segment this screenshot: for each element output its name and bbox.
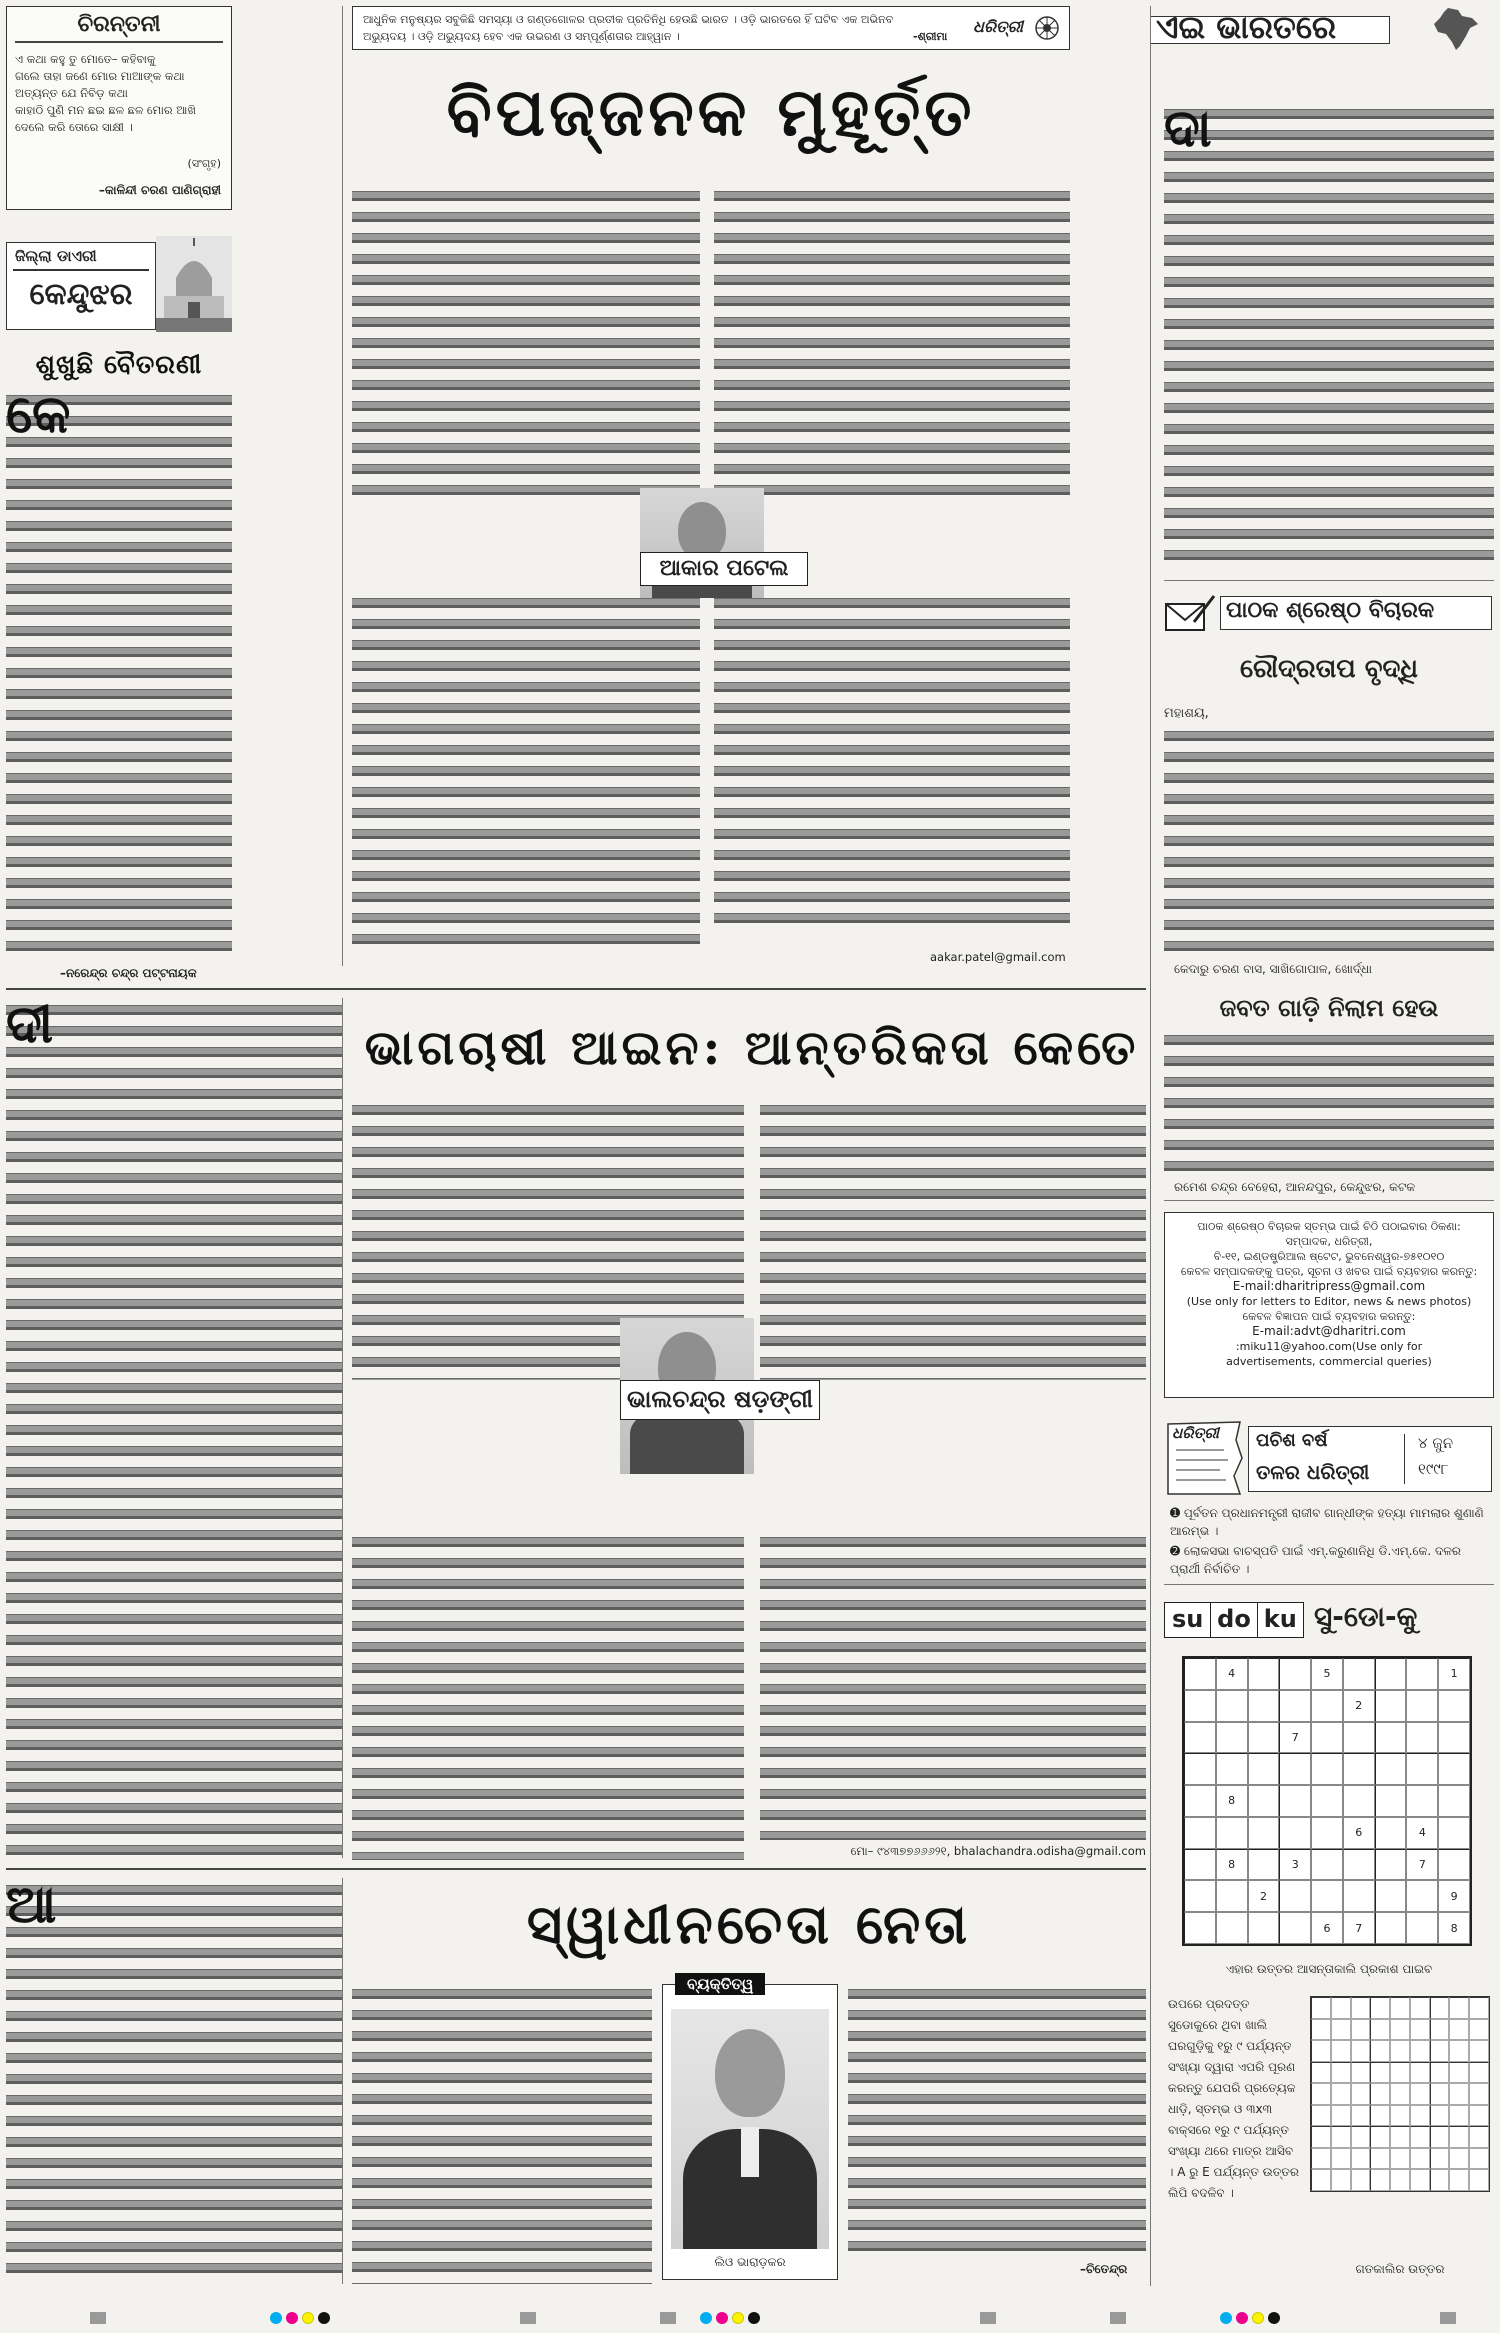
sudoku-cell[interactable] [1184,1849,1216,1881]
answer-cell [1469,2019,1489,2041]
letter1-signature: କେଦାରୁ ଚରଣ ବାସ, ସାଖିଗୋପାଳ, ଖୋର୍ଦ୍ଧା [1174,962,1373,976]
sudoku-cell[interactable]: 8 [1438,1912,1470,1944]
district-name: କେନ୍ଦୁଝର [29,277,133,312]
sudoku-grid[interactable] [1182,1656,1472,1946]
answer-cell [1311,2126,1331,2148]
answer-cell [1410,2062,1430,2084]
column-rule [342,1878,343,2284]
article3-col-2 [352,1984,652,2284]
answer-cell [1311,1997,1331,2019]
sudoku-cell[interactable] [1184,1912,1216,1944]
sudoku-cell[interactable] [1438,1690,1470,1722]
registration-bar [660,2312,676,2324]
answer-cell [1370,2105,1390,2127]
sudoku-cell[interactable] [1438,1722,1470,1754]
editorial-headline: ବିପଜ୍ଜନକ ମୁହୂର୍ତ୍ତ [446,73,976,151]
masthead-quote-box [352,6,1070,50]
answer-cell [1449,2040,1469,2062]
registration-dot-black [318,2312,330,2324]
sudoku-cell[interactable] [1248,1912,1280,1944]
answer-cell [1331,2105,1351,2127]
sudoku-cell[interactable] [1311,1880,1343,1912]
answer-cell [1390,2062,1410,2084]
answer-cell [1410,2040,1430,2062]
answer-cell [1430,2062,1450,2084]
answer-cell [1469,2062,1489,2084]
sudoku-cell[interactable]: 4 [1406,1817,1438,1849]
registration-dot-cyan [270,2312,282,2324]
answer-cell [1430,2126,1450,2148]
answer-cell [1311,2062,1331,2084]
sudoku-cell[interactable] [1184,1658,1216,1690]
sudoku-cell[interactable] [1216,1880,1248,1912]
answer-cell [1430,2169,1450,2191]
sudoku-cell[interactable] [1216,1912,1248,1944]
answer-cell [1410,2019,1430,2041]
answer-cell [1410,2169,1430,2191]
quote-author: -ଶ୍ରୀମା [913,30,948,43]
answer-cell [1351,1997,1371,2019]
answer-cell [1430,2148,1450,2170]
registration-bar [90,2312,106,2324]
sudoku-cell[interactable] [1248,1658,1280,1690]
contact-addr3: କେବଳ ସମ୍ପାଦକଙ୍କୁ ପତ୍ର, ସୂଚନା ଓ ଖବର ପାଇଁ ବ୍ୟବହାର କରନ୍ତୁ: [1180,1265,1478,1278]
answer-cell [1410,2083,1430,2105]
sudoku-cell[interactable] [1216,1753,1248,1785]
quote-line-2: ଅଭ୍ୟୁଦୟ । ଓଡ଼ି ଅଭ୍ୟୁଦୟ ହେବ ଏକ ଉଭରଣ ଓ ସମ୍ପୂର୍ଣ୍ଣତାର ଆହ୍ୱାନ । [363,30,680,43]
sudoku-cell[interactable] [1343,1880,1375,1912]
column-rule [342,998,343,1858]
sudoku-cell[interactable] [1343,1658,1375,1690]
sudoku-cell[interactable] [1343,1722,1375,1754]
answer-cell [1311,2148,1331,2170]
sudoku-cell[interactable] [1406,1880,1438,1912]
answer-cell [1370,2083,1390,2105]
archive-date: ୪ ଜୁନ [1418,1434,1454,1452]
archive-item-2: ➋ ଲୋକସଭା ବାଚସ୍ପତି ପାଇଁ ଏମ୍.କରୁଣାନିଧି ଡି.ଏମ୍.କେ. ଦଳର ପ୍ରାର୍ଥୀ ନିର୍ବାଚିତ । [1170,1544,1462,1576]
sudoku-cell[interactable] [1248,1849,1280,1881]
district-label: ଜିଲ୍ଲା ଡାଏରୀ [15,247,97,265]
contact-addr4: କେବଳ ବିଜ୍ଞାପନ ପାଇଁ ବ୍ୟବହାର କରନ୍ତୁ: [1242,1310,1416,1323]
answer-cell [1370,2019,1390,2041]
sudoku-cell[interactable]: 1 [1438,1658,1470,1690]
answer-cell [1331,2083,1351,2105]
article3-byline: –ଚିତେନ୍ଦ୍ର [1080,2262,1128,2276]
answer-cell [1469,2169,1489,2191]
answer-cell [1430,1997,1450,2019]
sudoku-logo-ku: ku [1263,1605,1297,1633]
sudoku-cell[interactable] [1216,1722,1248,1754]
advt-email-link-2[interactable]: :miku11@yahoo.com(Use only for [1235,1340,1423,1353]
poem-line: ଦେଲେ କରି ତୋରେ ସାକ୍ଷୀ । [15,120,133,134]
sudoku-cell[interactable]: 9 [1438,1880,1470,1912]
india-map-icon [1426,6,1486,52]
chakra-icon [1033,13,1061,43]
sudoku-cell[interactable] [1279,1880,1311,1912]
registration-dot-yellow [732,2312,744,2324]
answer-cell [1351,2169,1371,2191]
sudoku-answer-caption: ଗତକାଲିର ଉତ୍ତର [1355,2262,1445,2276]
answer-cell [1331,2019,1351,2041]
article2-author-name: ଭାଲଚନ୍ଦ୍ର ଷଡ଼ଙ୍ଗୀ [620,1380,820,1420]
sudoku-cell[interactable] [1248,1785,1280,1817]
answer-cell [1430,2083,1450,2105]
sudoku-cell[interactable] [1279,1817,1311,1849]
brand-title: ଏଇ ଭାରତରେ [1156,8,1337,46]
chirantani-poem [15,51,225,136]
sudoku-cell[interactable] [1311,1785,1343,1817]
district-article-body [6,390,232,964]
sudoku-cell[interactable] [1248,1722,1280,1754]
sudoku-cell[interactable] [1279,1912,1311,1944]
sudoku-rules: ଉପରେ ପ୍ରଦତ୍ତ ସୁଡୋକୁରେ ଥିବା ଖାଲି ଘରଗୁଡ଼ିକୁ ୧ରୁ ୯ ପର୍ଯ୍ୟନ୍ତ ସଂଖ୍ୟା ଦ୍ୱାରା ଏପରି ପୂରଣ କରନ୍ତୁ ଯେପରି ପ୍ରତ୍ୟେକ ଧାଡ଼ି, ସ୍ତମ୍ଭ ଓ ୩x୩ ବାକ୍ସରେ ୧ରୁ ୯ ପର୍ଯ୍ୟନ୍ତ ସଂଖ୍ୟା ଥରେ ମାତ୍ର ଆସିବ । A ରୁ E ପର୍ଯ୍ୟନ୍ତ ଉତ୍ତର ଲିପି ବଦଳିବ । [1168,1997,1299,2200]
envelope-pen-icon [1164,592,1216,634]
sudoku-cell[interactable] [1438,1849,1470,1881]
article3-photo [671,2009,829,2249]
answer-cell [1410,2105,1430,2127]
sudoku-cell[interactable]: 8 [1216,1785,1248,1817]
registration-dot-magenta [1236,2312,1248,2324]
answer-cell [1449,1997,1469,2019]
answer-cell [1469,2040,1489,2062]
sudoku-cell[interactable]: 7 [1279,1722,1311,1754]
registration-bar [1110,2312,1126,2324]
answer-cell [1311,2040,1331,2062]
answer-cell [1469,2105,1489,2127]
sudoku-cell[interactable] [1248,1753,1280,1785]
answer-cell [1430,2040,1450,2062]
answer-cell [1311,2105,1331,2127]
chirantani-title: ଚିରନ୍ତନୀ [77,11,161,37]
sudoku-cell[interactable] [1311,1753,1343,1785]
answer-cell [1370,2040,1390,2062]
answer-cell [1449,2083,1469,2105]
answer-cell [1390,1997,1410,2019]
archive-paper: ଧରିତ୍ରୀ [1172,1424,1219,1442]
registration-dot-cyan [700,2312,712,2324]
answer-cell [1449,2105,1469,2127]
sudoku-cell[interactable] [1375,1912,1407,1944]
registration-dot-yellow [1252,2312,1264,2324]
poem-line: ଏ କଥା କହୁ ତୁ ମୋତେ– କହିବାକୁ [15,52,156,66]
answer-cell [1390,2105,1410,2127]
contact-intro: ପାଠକ ଶ୍ରେଷ୍ଠ ବିଚାରକ ସ୍ତମ୍ଭ ପାଇଁ ଚିଠି ପଠାଇବାର ଠିକଣା: [1197,1220,1461,1233]
answer-cell [1390,2126,1410,2148]
sudoku-title: ସୁ-ଡୋ-କୁ [1314,1600,1418,1633]
sudoku-cell[interactable] [1343,1849,1375,1881]
answer-cell [1449,2126,1469,2148]
article2-col-3 [760,1100,1146,1840]
sudoku-cell[interactable]: 4 [1216,1658,1248,1690]
archive-title-2: ତଳର ଧରିତ୍ରୀ [1256,1460,1370,1484]
registration-dot-black [748,2312,760,2324]
sudoku-cell[interactable] [1375,1785,1407,1817]
sudoku-logo-su: su [1165,1603,1211,1637]
column-rule [342,6,343,966]
article3-headline: ସ୍ୱାଧୀନଚେତା ନେତା [526,1892,972,1956]
sudoku-cell[interactable] [1279,1690,1311,1722]
archive-box [1164,1420,1494,1500]
answer-cell [1311,2019,1331,2041]
sudoku-cell[interactable] [1279,1785,1311,1817]
sudoku-cell[interactable] [1343,1785,1375,1817]
sudoku-cell[interactable] [1375,1753,1407,1785]
answer-cell [1370,1997,1390,2019]
answer-cell [1331,2062,1351,2084]
sudoku-cell[interactable] [1343,1753,1375,1785]
district-headline: ଶୁଖୁଛି ବୈତରଣୀ [35,350,203,380]
right-column-rule [1164,1200,1494,1201]
archive-item-1: ➊ ପୂର୍ବତନ ପ୍ରଧାନମନ୍ତ୍ରୀ ରାଜୀବ ଗାନ୍ଧୀଙ୍କ ହତ୍ୟା ମାମଲାର ଶୁଣାଣି ଆରମ୍ଭ । [1170,1506,1484,1538]
letters-header [1164,590,1494,636]
right-column-rule [1164,1584,1494,1585]
sudoku-cell[interactable] [1375,1849,1407,1881]
registration-dot-black [1268,2312,1280,2324]
archive-title-1: ପଚିଶ ବର୍ଷ [1256,1430,1328,1451]
right-column-rule [1164,580,1494,581]
editor-email-link[interactable]: E-mail:dharitripress@gmail.com [1232,1279,1426,1293]
brand-banner [1150,6,1494,52]
answer-cell [1351,2062,1371,2084]
sudoku-cell[interactable] [1311,1690,1343,1722]
article3-col-1 [6,1880,342,2280]
sudoku-cell[interactable] [1184,1785,1216,1817]
poem-line: ଅତ୍ୟନ୍ତ ଯେ ନିବିଡ଼ କଥା [15,86,128,100]
answer-cell [1449,2062,1469,2084]
column-rule [1150,6,1151,2286]
registration-strip [0,2304,1500,2332]
answer-cell [1370,2148,1390,2170]
sudoku-caption: ଏହାର ଉତ୍ତର ଆସନ୍ତାକାଲି ପ୍ରକାଶ ପାଇବ [1225,1962,1433,1976]
contact-addr2: ବି-୧୧, ଇଣ୍ଡଷ୍ଟ୍ରିଆଲ ଷ୍ଟେଟ, ଭୁବନେଶ୍ୱର-୭୫୧୦୧୦ [1213,1250,1445,1263]
contact-box [1164,1212,1494,1398]
chirantani-box [6,6,232,210]
advt-email-note: advertisements, commercial queries) [1226,1355,1432,1368]
registration-dot-magenta [286,2312,298,2324]
answer-cell [1430,2105,1450,2127]
editorial-author-name: ଆକାର ପଟେଲ [640,552,808,586]
editor-email-note: (Use only for letters to Editor, news & news photos) [1186,1295,1472,1308]
sudoku-cell[interactable] [1311,1722,1343,1754]
sudoku-cell[interactable] [1248,1690,1280,1722]
answer-cell [1331,2169,1351,2191]
answer-cell [1390,2169,1410,2191]
poem-author: –କାଳିନ୍ଦୀ ଚରଣ ପାଣିଗ୍ରାହୀ [98,183,221,197]
sudoku-cell[interactable] [1375,1658,1407,1690]
answer-cell [1449,2148,1469,2170]
sudoku-cell[interactable] [1311,1849,1343,1881]
answer-cell [1331,2148,1351,2170]
registration-dot-cyan [1220,2312,1232,2324]
answer-cell [1351,2083,1371,2105]
letters-title: ପାଠକ ଶ୍ରେଷ୍ଠ ବିଚାରକ [1226,598,1435,623]
answer-cell [1390,2083,1410,2105]
sudoku-cell[interactable]: 8 [1216,1849,1248,1881]
sudoku-cell[interactable] [1216,1690,1248,1722]
section-rule-mid [6,988,1146,990]
answer-cell [1390,2019,1410,2041]
answer-cell [1351,2148,1371,2170]
answer-cell [1410,2148,1430,2170]
answer-cell [1410,1997,1430,2019]
sudoku-cell[interactable] [1216,1817,1248,1849]
sudoku-cell[interactable] [1438,1753,1470,1785]
answer-cell [1331,1997,1351,2019]
letter2-body [1164,1030,1494,1178]
article3-col-3 [848,1984,1146,2260]
paper-mark: ଧରିତ୍ରୀ [973,17,1023,36]
article2-col-1 [6,1000,342,1862]
answer-cell [1410,2126,1430,2148]
letter1-greeting: ମହାଶୟ, [1164,706,1209,721]
answer-cell [1311,2169,1331,2191]
answer-cell [1469,2126,1489,2148]
letter2-title: ଜବତ ଗାଡ଼ି ନିଲାମ ହେଉ [1219,994,1439,1022]
contact-addr1: ସମ୍ପାଦକ, ଧରିତ୍ରୀ, [1285,1235,1373,1248]
sudoku-cell[interactable] [1279,1658,1311,1690]
district-dropcap: କେ [6,390,71,445]
sudoku-cell[interactable] [1184,1817,1216,1849]
brand-dropcap: ଦା [1164,104,1212,159]
article2-headline: ଭାଗଚାଷୀ ଆଇନ: ଆନ୍ତରିକତା କେତେ [364,1020,1140,1076]
article2-email: ମୋ– ୯୪୩୭୭୬୬୬୨୧, bhalachandra.odisha@gmail.com [850,1844,1146,1858]
sudoku-cell[interactable] [1406,1690,1438,1722]
answer-cell [1469,1997,1489,2019]
answer-cell [1430,2019,1450,2041]
answer-cell [1449,2169,1469,2191]
registration-bar [520,2312,536,2324]
sudoku-cell[interactable] [1406,1658,1438,1690]
sudoku-cell[interactable] [1184,1880,1216,1912]
sudoku-cell[interactable] [1279,1753,1311,1785]
answer-cell [1351,2126,1371,2148]
sudoku-cell[interactable] [1438,1817,1470,1849]
archive-year: ୧୯୯୮ [1418,1460,1449,1478]
article3-photo-caption: ଲିଓ ଭାରାଡ଼କର [714,2255,786,2269]
poem-source: (ସଂଗୃହ) [187,157,221,170]
answer-cell [1370,2126,1390,2148]
registration-bar [980,2312,996,2324]
answer-cell [1390,2040,1410,2062]
sudoku-cell[interactable]: 3 [1279,1849,1311,1881]
sudoku-cell[interactable]: 2 [1248,1880,1280,1912]
sudoku-cell[interactable] [1406,1722,1438,1754]
sudoku-cell[interactable] [1406,1912,1438,1944]
brand-article-body [1164,104,1494,566]
answer-cell [1370,2169,1390,2191]
district-header [6,242,232,340]
section-rule-bottom [6,1868,1146,1870]
sudoku-cell[interactable] [1406,1785,1438,1817]
letter1-title: ରୌଦ୍ରତାପ ବୃଦ୍ଧି [1240,654,1418,684]
answer-cell [1311,2083,1331,2105]
sudoku-cell[interactable]: 5 [1311,1658,1343,1690]
registration-dot-yellow [302,2312,314,2324]
answer-cell [1390,2148,1410,2170]
article3-photo-frame [662,1975,838,2280]
answer-cell [1351,2040,1371,2062]
answer-cell [1469,2148,1489,2170]
sudoku-cell[interactable] [1375,1817,1407,1849]
sudoku-cell[interactable] [1375,1880,1407,1912]
sudoku-cell[interactable]: 2 [1343,1690,1375,1722]
sudoku-logo-do: do [1211,1603,1257,1637]
editorial-email: aakar.patel@gmail.com [930,950,1066,964]
article2-col-2 [352,1100,744,1860]
sudoku-cell[interactable] [1184,1722,1216,1754]
answer-cell [1370,2062,1390,2084]
article2-dropcap: ଦୀ [6,1000,54,1055]
quote-line-1: ଆଧୁନିକ ମନୁଷ୍ୟର ସବୁକିଛି ସମସ୍ୟା ଓ ଗଣ୍ଡଗୋଳର ପ୍ରତୀକ ପ୍ରତିନିଧି ହେଉଛି ଭାରତ । ଓଡ଼ି ଭାରତରେ ହିଁ ଘଟିବ ଏକ ଅଭିନବ [363,13,894,26]
temple-illustration [156,236,232,332]
sudoku-cell[interactable]: 6 [1311,1912,1343,1944]
answer-cell [1331,2126,1351,2148]
poem-line: କାହାଠି ପୁଣି ମନ ଛଇ ଛଳ ଛଳ ମୋର ଆଖି [15,103,197,117]
answer-cell [1469,2083,1489,2105]
article3-badge: ବ୍ୟକ୍ତିତ୍ୱ [675,1973,765,1995]
answer-cell [1449,2019,1469,2041]
sudoku-answer-grid [1310,1996,1490,2192]
poem-line: ଗଲେ ତାହା ଜଣେ ମୋର ମାଆଙ୍କ କଥା [15,69,185,83]
sudoku-cell[interactable] [1311,1817,1343,1849]
sudoku-cell[interactable] [1375,1690,1407,1722]
sudoku-cell[interactable] [1184,1690,1216,1722]
sudoku-cell[interactable] [1406,1753,1438,1785]
article3-dropcap: ଆ [6,1880,57,1935]
letter2-signature: ରମେଶ ଚନ୍ଦ୍ର ବେହେରା, ଆନନ୍ଦପୁର, କେନ୍ଦୁଝର, କଟକ [1174,1180,1416,1194]
sudoku-cell[interactable] [1248,1817,1280,1849]
sudoku-cell[interactable] [1438,1785,1470,1817]
letter1-body [1164,726,1494,962]
sudoku-cell[interactable]: 7 [1406,1849,1438,1881]
sudoku-cell[interactable] [1375,1722,1407,1754]
advt-email-link[interactable]: E-mail:advt@dharitri.com [1252,1324,1406,1338]
answer-cell [1351,2019,1371,2041]
sudoku-cell[interactable]: 7 [1343,1912,1375,1944]
sudoku-cell[interactable]: 6 [1343,1817,1375,1849]
district-byline: –ନରେନ୍ଦ୍ର ଚନ୍ଦ୍ର ପଟ୍ଟନାୟକ [60,966,197,980]
sudoku-header [1164,1598,1494,1642]
registration-bar [1440,2312,1456,2324]
registration-dot-magenta [716,2312,728,2324]
answer-cell [1351,2105,1371,2127]
sudoku-cell[interactable] [1184,1753,1216,1785]
answer-cell [1331,2040,1351,2062]
